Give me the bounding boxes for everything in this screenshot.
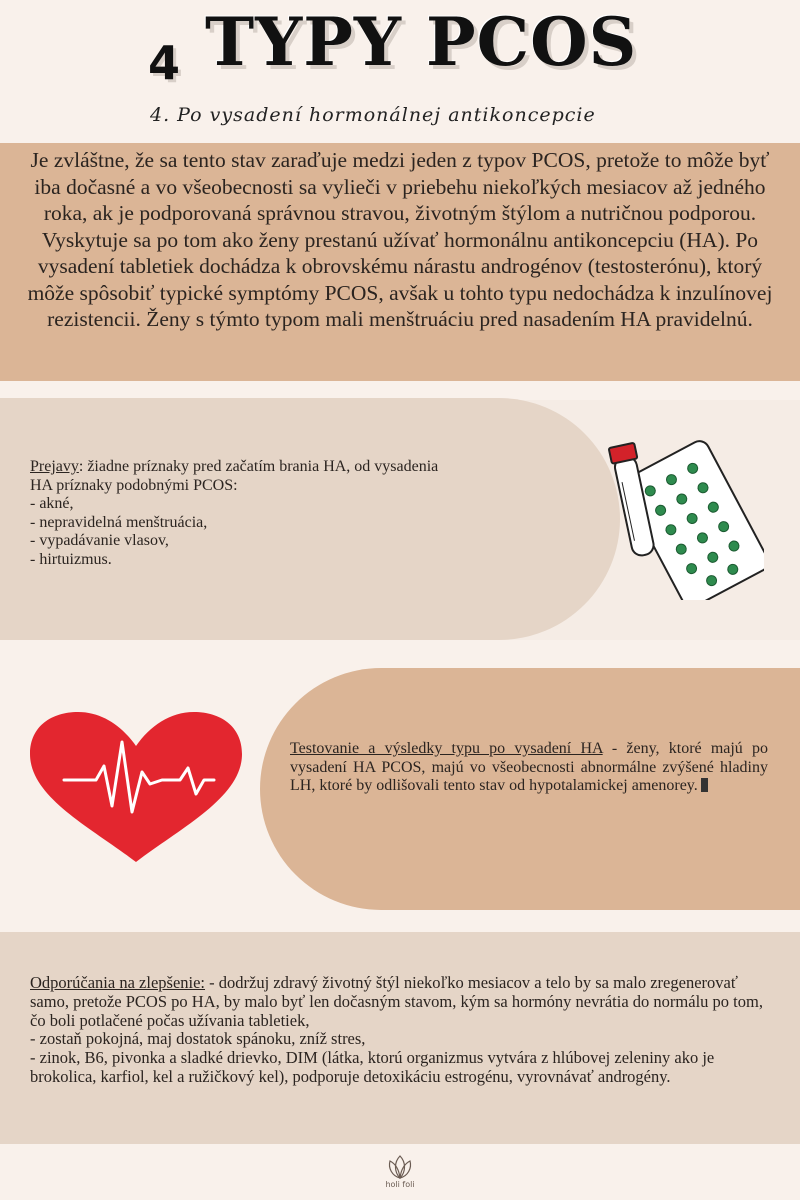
symptom-item: - hirtuizmus. [30, 550, 112, 568]
heart-ecg-icon [30, 712, 242, 864]
testing-text [290, 740, 768, 796]
page-subtitle: 4. Po vysadení hormonálnej antikoncepcie [150, 104, 596, 126]
logo-text: holi foli [385, 1180, 415, 1189]
intro-section [0, 143, 800, 381]
symptom-item: - akné, [30, 495, 74, 512]
testing-label: Testovanie a výsledky typu po vysadení HA [290, 740, 603, 757]
recommendation-item: - zostaň pokojná, maj dostatok spánoku, zníž stres, [30, 1029, 366, 1049]
lotus-logo-icon [378, 1152, 422, 1182]
brand-logo [378, 1152, 422, 1196]
symptoms-intro: : žiadne príznaky pred začatím brania HA, od vysadenia HA príznaky podobnými PCOS: [30, 458, 439, 494]
testing-body: - ženy, ktoré majú po vysadení HA PCOS, majú vo všeobecnosti abnormálne zvýšené hladiny LH, ktoré by odlišovali tento stav od hypotalamickej amenorey. [290, 740, 769, 794]
header [0, 0, 800, 140]
intro-text: Je zvláštne, že sa tento stav zaraďuje medzi jeden z typov PCOS, pretože to môže byť iba dočasné a vo všeobecnosti sa vylieči v priebehu niekoľkých mesiacov až jedného roka, ak je podporovaná správnou stravou, životným štýlom a nutričnou podporou. Vyskytuje sa po tom ako ženy prestanú užívať hormonálnu antikoncepciu (HA). Po vysadení tabletiek dochádza k obrovskému nárastu androgénov (testosterónu), ktorý môže spôsobiť typické symptómy PCOS, avšak u tohto typu nedochádza k inzulínovej rezistencii. Ženy s týmto typom mali menštruáciu pred nasadením HA pravidelnú. [27, 148, 773, 331]
pill-blister-icon [604, 430, 764, 600]
page-title: TYPY PCOS [205, 3, 638, 81]
recommendation-item: - zinok, B6, pivonka a sladké drievko, DIM (látka, ktorú organizmus vytvára z hlúbovej zeleniny ako je brokolica, karfiol, kel a ružičkový kel), podporuje detoxikáciu estrogénu, vyrovnávať androgény. [30, 1048, 715, 1086]
symptom-item: - nepravidelná menštruácia, [30, 513, 208, 531]
recommendations-text [30, 974, 775, 1087]
recommendations-body: - dodržuj zdravý životný štýl niekoľko mesiacov a telo by sa malo zregenerovať samo, pretože PCOS po HA, by malo byť len dočasným stavom, kým sa hormóny nevrátia do normálu po tom, čo boli potlačené počas užívania tabletiek, [30, 973, 763, 1030]
symptoms-text [30, 458, 440, 569]
missing-glyph-icon [701, 778, 708, 792]
symptom-item: - vypadávanie vlasov, [30, 532, 169, 549]
title-number: 4 [148, 36, 181, 90]
symptoms-label: Prejavy [30, 458, 79, 475]
recommendations-label: Odporúčania na zlepšenie: [30, 973, 206, 992]
